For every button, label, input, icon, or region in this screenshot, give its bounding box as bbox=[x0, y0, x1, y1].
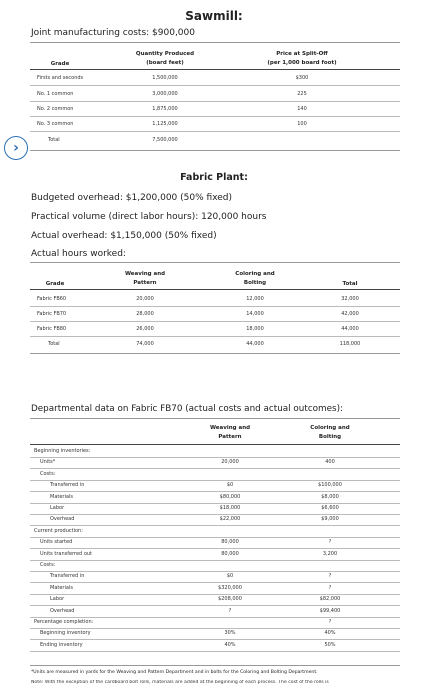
dept-row-label: Labor bbox=[50, 505, 65, 511]
dept-row-cb: $99,400 bbox=[319, 608, 341, 614]
practical-volume-text: Practical volume (direct labor hours): 120,000 hours bbox=[31, 212, 267, 222]
row-rule bbox=[30, 480, 400, 481]
dept-row-cb: $100,000 bbox=[318, 482, 342, 488]
sawmill-row-price: $300 bbox=[295, 75, 309, 81]
dept-row-label: Transferred in bbox=[50, 573, 85, 579]
sawmill-price-header: Price at Split-Off bbox=[276, 51, 328, 57]
dept-row-cb: $8,000 bbox=[321, 494, 339, 500]
dept-row-label: Current production: bbox=[34, 528, 83, 534]
row-rule bbox=[30, 594, 400, 595]
divider bbox=[30, 150, 400, 151]
fabric-plant-title: Fabric Plant: bbox=[180, 172, 248, 183]
dept-row-label: Transferred in bbox=[50, 482, 85, 488]
fabric-row-grade: Fabric FB60 bbox=[37, 296, 67, 302]
footnote-units: *Units are measured in yards for the Weaving and Pattern Department and in bolts for the Coloring and Bolting Department. bbox=[31, 670, 318, 675]
fabric-row-total: 44,000 bbox=[341, 326, 359, 332]
dept-row-label: Percentage completion: bbox=[34, 619, 94, 625]
fabric-row-cb: 14,000 bbox=[246, 311, 264, 317]
next-arrow-button[interactable] bbox=[4, 136, 28, 160]
dept-row-wp: $18,000 bbox=[219, 505, 241, 511]
header-rule bbox=[30, 289, 400, 290]
divider bbox=[30, 353, 400, 354]
dept-row-cb: 40% bbox=[324, 630, 336, 636]
dept-row-cb: ? bbox=[328, 573, 332, 579]
dept-row-label: Ending inventory bbox=[40, 642, 83, 648]
chevron-right-icon: › bbox=[13, 140, 19, 156]
dept-row-cb: $6,600 bbox=[321, 505, 339, 511]
sawmill-row-price: 140 bbox=[297, 106, 307, 112]
actual-hours-text: Actual hours worked: bbox=[31, 249, 126, 259]
dept-row-label: Beginning inventory bbox=[40, 630, 91, 636]
dept-wp-sub: Pattern bbox=[218, 434, 242, 440]
row-rule bbox=[30, 548, 400, 549]
sawmill-row-qty: 1,500,000 bbox=[152, 75, 178, 81]
dept-row-label: Beginning inventories: bbox=[34, 448, 91, 454]
row-rule bbox=[30, 628, 400, 629]
row-rule bbox=[30, 537, 400, 538]
dept-row-label: Units* bbox=[40, 459, 56, 465]
fabric-row-grade: Fabric FB80 bbox=[37, 326, 67, 332]
actual-overhead-text: Actual overhead: $1,150,000 (50% fixed) bbox=[31, 231, 217, 241]
sawmill-title: Sawmill: bbox=[185, 9, 243, 23]
dept-row-wp: $0 bbox=[226, 573, 234, 579]
dept-row-wp: 80,000 bbox=[221, 551, 239, 557]
dept-row-cb: 3,200 bbox=[322, 551, 338, 557]
dept-cb-sub: Bolting bbox=[318, 434, 342, 440]
row-rule bbox=[30, 457, 400, 458]
sawmill-row-grade: No. 2 common bbox=[37, 106, 74, 112]
dept-wp-header: Weaving and bbox=[209, 425, 251, 431]
dept-row-label: Overhead bbox=[50, 608, 75, 614]
dept-row-label: Materials bbox=[50, 494, 73, 500]
dept-row-wp: 80,000 bbox=[221, 539, 239, 545]
sawmill-row-price: 100 bbox=[297, 121, 307, 127]
fabric-row-wp: 20,000 bbox=[136, 296, 154, 302]
dept-row-cb: 400 bbox=[325, 459, 335, 465]
dept-title: Departmental data on Fabric FB70 (actual costs and actual outcomes): bbox=[31, 404, 343, 414]
dept-row-wp: 20,000 bbox=[221, 459, 239, 465]
row-rule bbox=[30, 503, 400, 504]
sawmill-price-sub: (per 1,000 board foot) bbox=[267, 60, 337, 66]
fabric-total-cb: 44,000 bbox=[246, 341, 264, 347]
fabric-row-total: 32,000 bbox=[341, 296, 359, 302]
row-rule bbox=[30, 131, 400, 132]
sawmill-row-qty: 3,000,000 bbox=[152, 91, 178, 97]
row-rule bbox=[30, 321, 400, 322]
fabric-row-wp: 28,000 bbox=[136, 311, 154, 317]
dept-row-wp: $80,000 bbox=[219, 494, 241, 500]
row-rule bbox=[30, 560, 400, 561]
row-rule bbox=[30, 571, 400, 572]
dept-row-wp: $0 bbox=[226, 482, 234, 488]
dept-row-label: Labor bbox=[50, 596, 65, 602]
fabric-row-cb: 18,000 bbox=[246, 326, 264, 332]
sawmill-row-grade: Firsts and seconds bbox=[37, 75, 84, 81]
divider bbox=[30, 418, 400, 419]
fabric-total-header: Total bbox=[342, 281, 358, 287]
row-rule bbox=[30, 617, 400, 618]
dept-row-wp: 30% bbox=[224, 630, 236, 636]
row-rule bbox=[30, 336, 400, 337]
row-rule bbox=[30, 605, 400, 606]
row-rule bbox=[30, 116, 400, 117]
budgeted-overhead-text: Budgeted overhead: $1,200,000 (50% fixed) bbox=[31, 193, 233, 203]
dept-row-cb: ? bbox=[328, 585, 332, 591]
dept-row-wp: $22,000 bbox=[219, 516, 241, 522]
row-rule bbox=[30, 468, 400, 469]
dept-row-label: Units transferred out bbox=[40, 551, 93, 557]
joint-costs-text: Joint manufacturing costs: $900,000 bbox=[31, 28, 195, 38]
fabric-cb-header: Coloring and bbox=[235, 271, 275, 277]
dept-row-label: Costs: bbox=[40, 471, 56, 477]
sawmill-row-price: 225 bbox=[297, 91, 307, 97]
fabric-total-total: 118,000 bbox=[339, 341, 361, 347]
sawmill-qty-sub: (board feet) bbox=[146, 60, 184, 66]
fabric-row-grade: Fabric FB70 bbox=[37, 311, 67, 317]
dept-row-cb: ? bbox=[328, 619, 332, 625]
sawmill-total-qty: 7,500,000 bbox=[152, 137, 178, 143]
dept-row-wp: $208,000 bbox=[218, 596, 242, 602]
sawmill-row-qty: 1,125,000 bbox=[152, 121, 178, 127]
dept-row-label: Costs: bbox=[40, 562, 56, 568]
sawmill-row-grade: No. 3 common bbox=[37, 121, 74, 127]
dept-row-wp: $320,000 bbox=[218, 585, 242, 591]
fabric-row-cb: 12,000 bbox=[246, 296, 264, 302]
sawmill-grade-header: Grade bbox=[50, 61, 70, 67]
dept-row-cb: 50% bbox=[324, 642, 336, 648]
dept-row-cb: $9,000 bbox=[321, 516, 339, 522]
fabric-wp-header: Weaving and bbox=[124, 271, 166, 277]
row-rule bbox=[30, 85, 400, 86]
divider bbox=[30, 262, 400, 263]
dept-cb-header: Coloring and bbox=[310, 425, 350, 431]
fabric-cb-sub: Bolting bbox=[243, 280, 267, 286]
sawmill-row-qty: 1,875,000 bbox=[152, 106, 178, 112]
fabric-total-label: Total bbox=[48, 341, 60, 347]
dept-row-cb: $82,000 bbox=[319, 596, 341, 602]
header-rule bbox=[30, 69, 400, 70]
row-rule bbox=[30, 639, 400, 640]
dept-row-label: Units started bbox=[40, 539, 73, 545]
fabric-grade-header: Grade bbox=[45, 281, 65, 287]
divider bbox=[30, 665, 400, 666]
sawmill-row-grade: No. 1 common bbox=[37, 91, 74, 97]
dept-row-wp: ? bbox=[228, 608, 232, 614]
fabric-row-wp: 26,000 bbox=[136, 326, 154, 332]
fabric-wp-sub: Pattern bbox=[133, 280, 157, 286]
header-rule bbox=[30, 444, 400, 445]
row-rule bbox=[30, 101, 400, 102]
fabric-total-wp: 74,000 bbox=[136, 341, 154, 347]
footnote-note: Note: With the exception of the cardboard bolt rolls, materials are added at the beginning of each process. The cost of the rolls is bbox=[31, 680, 329, 685]
dept-row-label: Overhead bbox=[50, 516, 75, 522]
dept-row-cb: ? bbox=[328, 539, 332, 545]
row-rule bbox=[30, 525, 400, 526]
dept-row-label: Materials bbox=[50, 585, 73, 591]
row-rule bbox=[30, 514, 400, 515]
sawmill-qty-header: Quantity Produced bbox=[135, 51, 195, 57]
row-rule bbox=[30, 651, 400, 652]
row-rule bbox=[30, 582, 400, 583]
divider bbox=[30, 42, 400, 43]
sawmill-total-label: Total bbox=[48, 137, 60, 143]
dept-row-wp: 40% bbox=[224, 642, 236, 648]
row-rule bbox=[30, 491, 400, 492]
row-rule bbox=[30, 306, 400, 307]
fabric-row-total: 42,000 bbox=[341, 311, 359, 317]
